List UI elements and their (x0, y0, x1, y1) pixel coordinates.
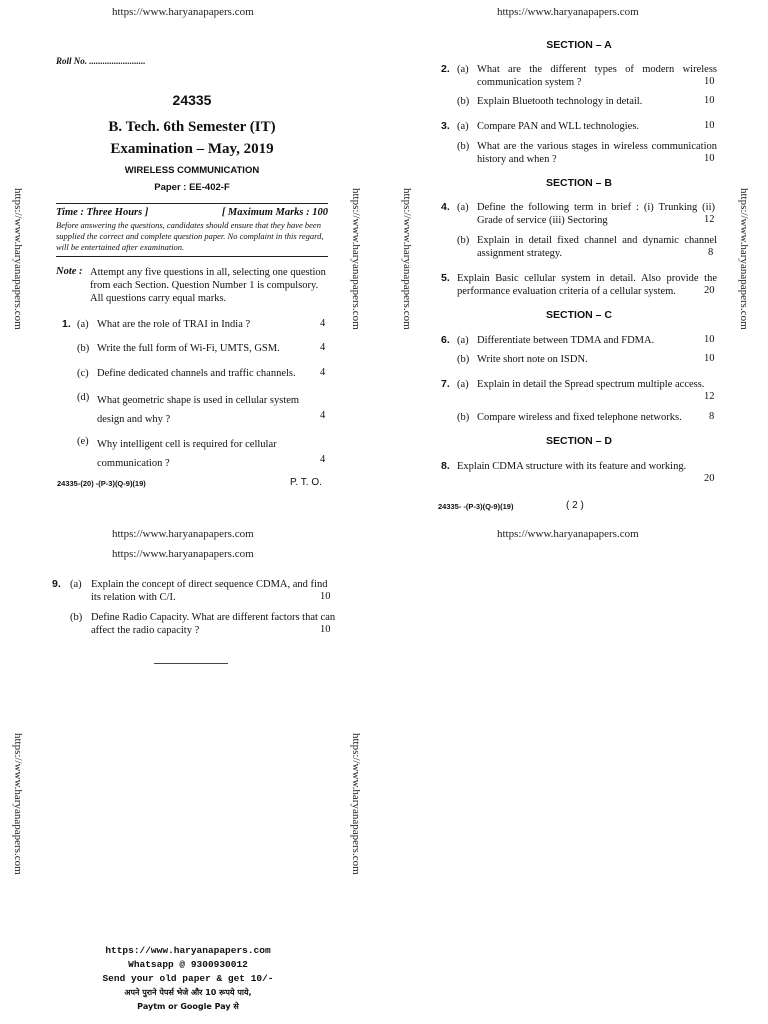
q7-a-text: Explain in detail the Spread spectrum multiple access. (477, 379, 705, 390)
q9-b-text: Define Radio Capacity. What are different factors that can affect the radio capacity ? (91, 612, 336, 636)
page2-footer-code: 24335- -(P-3)(Q-9)(19) (438, 502, 514, 511)
question-7-number: 7. (441, 378, 450, 390)
q7-a-marks: 12 (704, 391, 715, 402)
q3-b-part: (b) (457, 141, 470, 152)
note-text: Attempt any five questions in all, selecting one question from each Section. Question Number 1 is compulsory. All questions carry equal marks. (90, 267, 326, 304)
q3-b-marks: 10 (704, 153, 715, 164)
q1-d-marks: 4 (320, 410, 326, 421)
watermark-url-mid-left-1[interactable]: https://www.haryanapapers.com (112, 528, 254, 540)
time-allowed: Time : Three Hours ] (56, 207, 149, 218)
watermark-url-vertical-1[interactable]: https://www.haryanapapers.com (12, 188, 24, 330)
q1-a-text: What are the role of TRAI in India ? (97, 319, 251, 330)
q4-a-text: Define the following term in brief : (i) Trunking (ii) Grade of service (iii) Sectoring (477, 202, 715, 226)
question-4-number: 4. (441, 201, 450, 213)
question-6-number: 6. (441, 334, 450, 346)
q4-b-part: (b) (457, 235, 470, 246)
q1-c-text: Define dedicated channels and traffic channels. (97, 368, 296, 379)
question-9-number: 9. (52, 578, 61, 590)
q4-a-part: (a) (457, 202, 469, 213)
q3-a-part: (a) (457, 121, 469, 132)
q8-text: Explain CDMA structure with its feature and working. (457, 461, 687, 472)
watermark-url-top-left[interactable]: https://www.haryanapapers.com (112, 6, 254, 18)
watermark-url-mid-right[interactable]: https://www.haryanapapers.com (497, 528, 639, 540)
paper-number: Paper : EE-402-F (154, 182, 230, 193)
question-1-number: 1. (62, 318, 71, 330)
watermark-url-vertical-6[interactable]: https://www.haryanapapers.com (350, 733, 362, 875)
q1-b-marks: 4 (320, 342, 326, 353)
q1-b-part: (b) (77, 343, 90, 354)
q1-e-part: (e) (77, 436, 89, 447)
q1-b-text: Write the full form of Wi-Fi, UMTS, GSM. (97, 343, 280, 354)
q7-b-text: Compare wireless and fixed telephone networks. (477, 412, 682, 423)
roll-number: Roll No. ......................... (56, 56, 146, 66)
q3-a-marks: 10 (704, 120, 715, 131)
q1-c-part: (c) (77, 368, 89, 379)
footer-ad-hindi: अपने पुराने पेपर्स भेजे और 10 रूपये पाये, (124, 988, 252, 997)
q2-b-text: Explain Bluetooth technology in detail. (477, 96, 643, 107)
q1-a-marks: 4 (320, 318, 326, 329)
q4-b-text: Explain in detail fixed channel and dynamic channel assignment strategy. (477, 235, 717, 259)
q9-b-marks: 10 (320, 624, 331, 635)
header-rule-bottom (56, 256, 328, 257)
section-b-heading: SECTION – B (546, 177, 612, 189)
paper-code: 24335 (172, 92, 212, 108)
section-d-heading: SECTION – D (546, 435, 612, 447)
q6-a-text: Differentiate between TDMA and FDMA. (477, 335, 655, 346)
q9-b-part: (b) (70, 612, 83, 623)
section-c-heading: SECTION – C (546, 309, 612, 321)
q2-a-marks: 10 (704, 76, 715, 87)
instructions: Before answering the questions, candidates should ensure that they have been supplied the correct and complete question paper. No complaint in this regard, will be entertained after examination. (56, 220, 324, 252)
header-rule-top (56, 203, 328, 204)
q3-b-text: What are the various stages in wireless communication history and when ? (477, 141, 717, 165)
q9-a-part: (a) (70, 579, 82, 590)
q1-d-text: What geometric shape is used in cellular system design and why ? (97, 395, 300, 425)
q2-b-part: (b) (457, 96, 470, 107)
footer-advertisement (78, 944, 298, 1014)
maximum-marks: [ Maximum Marks : 100 (221, 207, 328, 218)
q8-marks: 20 (704, 473, 715, 484)
q7-a-part: (a) (457, 379, 469, 390)
page1-footer-code: 24335-(20) -(P-3)(Q-9)(19) (57, 479, 146, 488)
q9-a-marks: 10 (320, 591, 331, 602)
q1-e-marks: 4 (320, 454, 326, 465)
footer-ad-url[interactable]: https://www.haryanapapers.com (105, 945, 271, 956)
end-rule (154, 663, 228, 664)
page1-pto: P. T. O. (290, 477, 322, 488)
watermark-url-top-right[interactable]: https://www.haryanapapers.com (497, 6, 639, 18)
course-title: B. Tech. 6th Semester (IT) (108, 119, 276, 135)
watermark-url-mid-left-2[interactable]: https://www.haryanapapers.com (112, 548, 254, 560)
q2-a-text: What are the different types of modern wireless communication system ? (477, 64, 717, 88)
q7-b-marks: 8 (709, 411, 715, 422)
watermark-url-vertical-2[interactable]: https://www.haryanapapers.com (350, 188, 362, 330)
footer-ad-offer: Send your old paper & get 10/- (102, 973, 274, 984)
q6-a-part: (a) (457, 335, 469, 346)
q1-a-part: (a) (77, 319, 89, 330)
q1-e-text: Why intelligent cell is required for cellular communication ? (97, 439, 277, 469)
q3-a-text: Compare PAN and WLL technologies. (477, 121, 640, 132)
page2-number: ( 2 ) (566, 500, 584, 511)
q1-c-marks: 4 (320, 367, 326, 378)
question-2-number: 2. (441, 63, 450, 75)
q6-b-marks: 10 (704, 353, 715, 364)
q6-b-part: (b) (457, 354, 470, 365)
watermark-url-vertical-5[interactable]: https://www.haryanapapers.com (12, 733, 24, 875)
watermark-url-vertical-4[interactable]: https://www.haryanapapers.com (738, 188, 750, 330)
question-3-number: 3. (441, 120, 450, 132)
q1-d-part: (d) (77, 392, 90, 403)
note-label: Note : (56, 266, 83, 277)
subject-title: WIRELESS COMMUNICATION (124, 165, 260, 176)
q5-marks: 20 (704, 285, 715, 296)
q2-b-marks: 10 (704, 95, 715, 106)
q4-b-marks: 8 (708, 247, 714, 258)
watermark-url-vertical-3[interactable]: https://www.haryanapapers.com (401, 188, 413, 330)
footer-ad-payment: Paytm or Google Pay से (137, 1002, 239, 1011)
question-5-number: 5. (441, 272, 450, 284)
q5-text: Explain Basic cellular system in detail. Also provide the performance evaluation criteria of a cellular system. (457, 273, 717, 297)
footer-ad-whatsapp: Whatsapp @ 9300930012 (128, 959, 248, 970)
q6-b-text: Write short note on ISDN. (477, 354, 588, 365)
q7-b-part: (b) (457, 412, 470, 423)
q2-a-part: (a) (457, 64, 469, 75)
section-a-heading: SECTION – A (546, 39, 612, 51)
exam-title: Examination – May, 2019 (110, 141, 274, 157)
q9-a-text: Explain the concept of direct sequence CDMA, and find its relation with C/I. (91, 579, 328, 603)
q4-a-marks: 12 (704, 214, 715, 225)
q6-a-marks: 10 (704, 334, 715, 345)
question-8-number: 8. (441, 460, 450, 472)
